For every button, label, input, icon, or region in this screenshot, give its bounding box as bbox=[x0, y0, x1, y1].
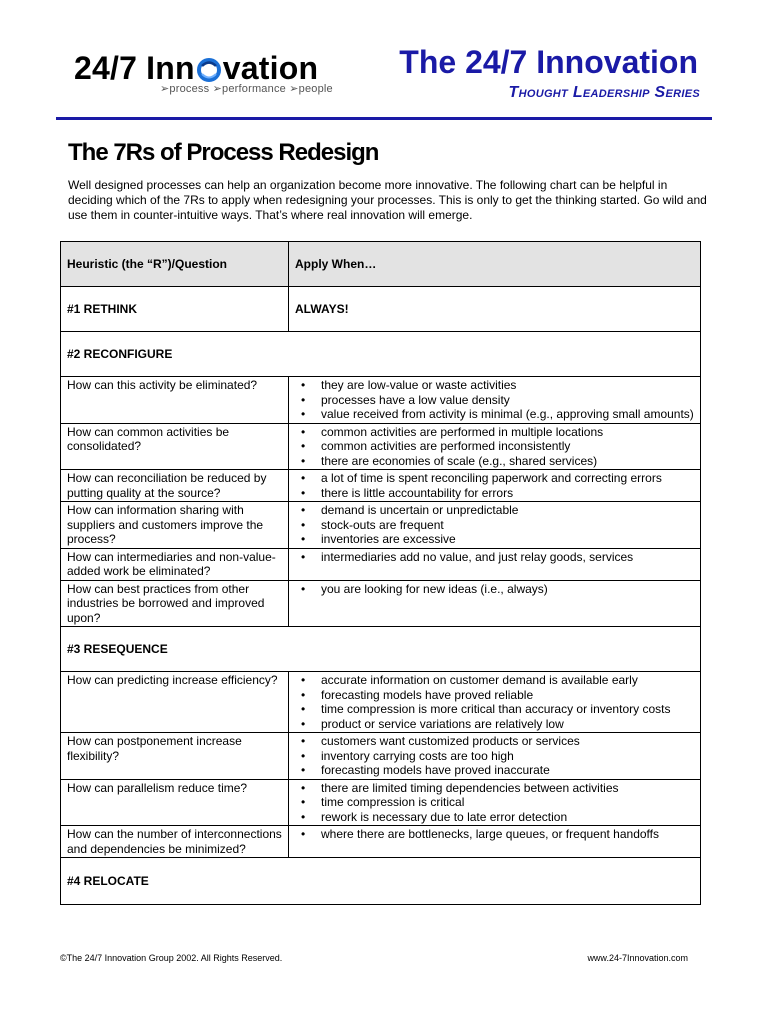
bullet-list bbox=[295, 781, 694, 825]
list-item: • there is little accountability for errors bbox=[295, 486, 694, 501]
list-item: • processes have a low value density bbox=[295, 393, 694, 408]
section-label-rethink: #1 RETHINK bbox=[61, 287, 289, 332]
logo-swirl-icon bbox=[196, 57, 222, 81]
table-row bbox=[61, 502, 701, 549]
apply-when-cell bbox=[289, 580, 701, 627]
column-header-heuristic: Heuristic (the “R”)/Question bbox=[61, 242, 289, 287]
question-cell: How can postponement increase flexibility? bbox=[61, 733, 289, 780]
bullet-list bbox=[295, 378, 694, 422]
list-item: • forecasting models have proved inaccurate bbox=[295, 763, 694, 778]
section-row-resequence bbox=[61, 627, 701, 672]
rethink-apply-when: ALWAYS! bbox=[289, 287, 701, 332]
table-row bbox=[61, 580, 701, 627]
list-item: • inventories are excessive bbox=[295, 532, 694, 547]
list-item: • demand is uncertain or unpredictable bbox=[295, 503, 694, 518]
intro-paragraph: Well designed processes can help an organization become more innovative. The following chart can be helpful in deciding which of the 7Rs to apply when redesigning your processes. This is only to get the thinking started. Go wild and use them in counter-intuitive ways. That’s where real innovation will emerge. bbox=[68, 178, 707, 222]
list-item: • value received from activity is minimal (e.g., approving small amounts) bbox=[295, 407, 694, 422]
question-cell: How can reconciliation be reduced by putting quality at the source? bbox=[61, 470, 289, 502]
footer-copyright: ©The 24/7 Innovation Group 2002. All Rights Reserved. bbox=[60, 953, 283, 963]
table-row bbox=[61, 779, 701, 826]
company-logo bbox=[74, 50, 333, 95]
question-cell: How can this activity be eliminated? bbox=[61, 377, 289, 424]
list-item: • time compression is critical bbox=[295, 795, 694, 810]
apply-when-cell bbox=[289, 470, 701, 502]
apply-when-cell bbox=[289, 733, 701, 780]
list-item: • you are looking for new ideas (i.e., always) bbox=[295, 582, 694, 597]
question-cell: How can intermediaries and non-value-added work be eliminated? bbox=[61, 548, 289, 580]
section-label-relocate: #4 RELOCATE bbox=[61, 858, 701, 905]
question-cell: How can best practices from other industries be borrowed and improved upon? bbox=[61, 580, 289, 627]
list-item: • a lot of time is spent reconciling paperwork and correcting errors bbox=[295, 471, 694, 486]
bullet-list bbox=[295, 582, 694, 597]
question-cell: How can information sharing with suppliers and customers improve the process? bbox=[61, 502, 289, 549]
column-header-apply-when: Apply When… bbox=[289, 242, 701, 287]
bullet-list bbox=[295, 827, 694, 842]
series-subtitle: Thought Leadership Series bbox=[508, 84, 700, 101]
bullet-list bbox=[295, 673, 694, 731]
footer-url: www.24-7Innovation.com bbox=[587, 953, 688, 963]
list-item: • time compression is more critical than accuracy or inventory costs bbox=[295, 702, 694, 717]
section-row-reconfigure bbox=[61, 332, 701, 377]
logo-text-prefix: 24/7 Inn bbox=[74, 50, 195, 86]
logo-text-suffix: vation bbox=[222, 50, 319, 86]
list-item: • there are limited timing dependencies between activities bbox=[295, 781, 694, 796]
list-item: • common activities are performed in multiple locations bbox=[295, 425, 694, 440]
table-row bbox=[61, 377, 701, 424]
list-item: • product or service variations are relatively low bbox=[295, 717, 694, 732]
section-label-resequence: #3 RESEQUENCE bbox=[61, 627, 701, 672]
apply-when-cell bbox=[289, 548, 701, 580]
logo-wordmark bbox=[74, 50, 333, 86]
section-label-reconfigure: #2 RECONFIGURE bbox=[61, 332, 701, 377]
bullet-list bbox=[295, 471, 694, 500]
table-row bbox=[61, 672, 701, 733]
list-item: • accurate information on customer demand is available early bbox=[295, 673, 694, 688]
list-item: • stock-outs are frequent bbox=[295, 518, 694, 533]
table-row bbox=[61, 548, 701, 580]
apply-when-cell bbox=[289, 826, 701, 858]
apply-when-cell bbox=[289, 779, 701, 826]
list-item: • customers want customized products or services bbox=[295, 734, 694, 749]
list-item: • they are low-value or waste activities bbox=[295, 378, 694, 393]
list-item: • intermediaries add no value, and just relay goods, services bbox=[295, 550, 694, 565]
bullet-list bbox=[295, 550, 694, 565]
apply-when-cell bbox=[289, 502, 701, 549]
list-item: • where there are bottlenecks, large queues, or frequent handoffs bbox=[295, 827, 694, 842]
table-row bbox=[61, 470, 701, 502]
header-divider bbox=[56, 117, 712, 120]
logo-tagline: ➢process ➢performance ➢people bbox=[160, 83, 333, 95]
question-cell: How can predicting increase efficiency? bbox=[61, 672, 289, 733]
table-row bbox=[61, 826, 701, 858]
question-cell: How can common activities be consolidated? bbox=[61, 423, 289, 470]
section-row-relocate bbox=[61, 858, 701, 905]
list-item: • rework is necessary due to late error detection bbox=[295, 810, 694, 825]
table-row bbox=[61, 423, 701, 470]
question-cell: How can parallelism reduce time? bbox=[61, 779, 289, 826]
document-title: The 7Rs of Process Redesign bbox=[68, 139, 379, 166]
bullet-list bbox=[295, 425, 694, 469]
section-row-rethink bbox=[61, 287, 701, 332]
series-title: The 24/7 Innovation bbox=[399, 44, 698, 80]
apply-when-cell bbox=[289, 423, 701, 470]
list-item: • forecasting models have proved reliable bbox=[295, 688, 694, 703]
list-item: • inventory carrying costs are too high bbox=[295, 749, 694, 764]
list-item: • there are economies of scale (e.g., shared services) bbox=[295, 454, 694, 469]
table-header-row bbox=[61, 242, 701, 287]
bullet-list bbox=[295, 734, 694, 778]
question-cell: How can the number of interconnections and dependencies be minimized? bbox=[61, 826, 289, 858]
list-item: • common activities are performed inconsistently bbox=[295, 439, 694, 454]
apply-when-cell bbox=[289, 377, 701, 424]
bullet-list bbox=[295, 503, 694, 547]
table-row bbox=[61, 733, 701, 780]
heuristics-table bbox=[60, 241, 701, 905]
apply-when-cell bbox=[289, 672, 701, 733]
